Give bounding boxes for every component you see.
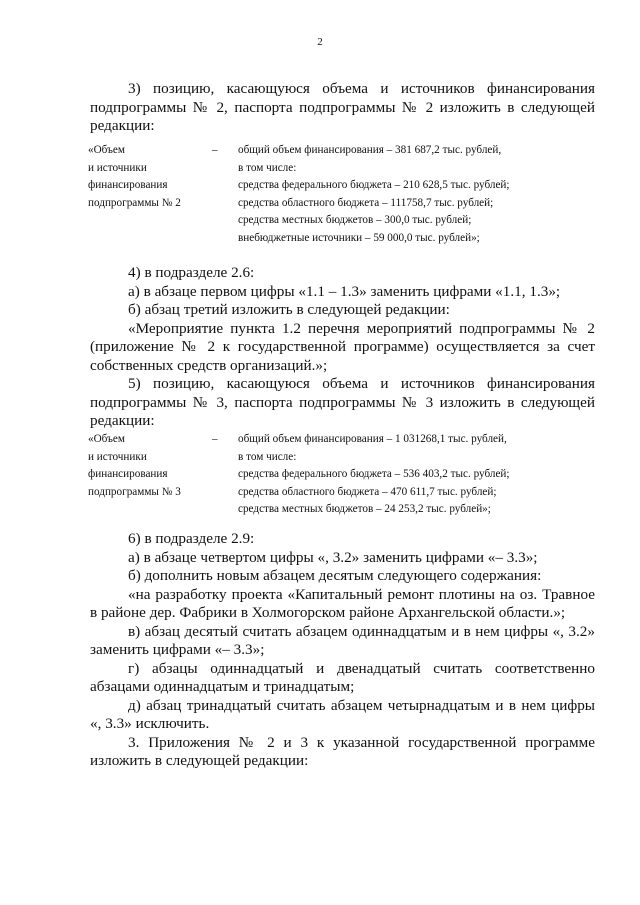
paragraph: 6) в подразделе 2.9: [128,530,255,547]
paragraph: 5) позицию, касающуюся объема и источников финансирования подпрограммы № 3, паспорта подпрограммы № 3 изложить в следующей редакции: [90,375,595,429]
paragraph: г) абзацы одиннадцатый и двенадцатый считать соответственно абзацами одиннадцатым и тринадцатым; [90,659,595,695]
paragraph: в) абзац десятый считать абзацем одиннадцатым и в нем цифры «, 3.2» заменить цифрами «– 3.3»; [90,622,595,658]
paragraph-block-3 [90,530,595,771]
paragraph: 3. Приложения № 2 и 3 к указанной государственной программе изложить в следующей редакции: [90,733,595,769]
passport-label: «Объем и источники финансирования подпрограммы № 2 [88,144,181,209]
paragraph: 4) в подразделе 2.6: [128,264,255,281]
paragraph: «на разработку проекта «Капитальный ремонт плотины на оз. Травное в районе дер. Фабрики в Холмогорском районе Архангельской области.»; [90,585,595,621]
passport-value-line: средства местных бюджетов – 24 253,2 тыс. рублей»; [238,503,491,515]
passport-value-line: средства областного бюджета – 111758,7 тыс. рублей; [238,196,494,209]
paragraph: б) абзац третий изложить в следующей редакции: [128,301,450,318]
paragraph-block-2 [90,264,595,431]
paragraph: а) в абзаце первом цифры «1.1 – 1.3» заменить цифрами «1.1, 1.3»; [128,282,561,300]
paragraph-block-1 [90,80,595,136]
passport-dash: – [212,144,218,156]
passport-value-line: средства федерального бюджета – 210 628,5 тыс. рублей; [238,179,510,191]
passport-value-line: в том числе: [238,450,297,463]
passport-value-line: внебюджетные источники – 59 000,0 тыс. рублей»; [238,231,480,244]
passport-values [238,431,588,519]
paragraph: б) дополнить новым абзацем десятым следующего содержания: [128,567,542,584]
paragraph: «Мероприятие пункта 1.2 перечня мероприятий подпрограммы № 2 (приложение № 2 к государственной программе) осуществляется за счет собственных средств организаций.»; [90,319,595,374]
passport-value-line: средства областного бюджета – 470 611,7 тыс. рублей; [238,485,497,498]
passport-label: «Объем и источники финансирования подпрограммы № 3 [88,433,181,498]
paragraph: д) абзац тринадцатый считать абзацем четырнадцатым и в нем цифры «, 3.3» исключить. [90,696,595,732]
passport-value-line: общий объем финансирования – 1 031268,1 тыс. рублей, [238,433,507,445]
passport-dash: – [212,433,218,445]
page-number: 2 [317,36,323,48]
passport-value-line: средства местных бюджетов – 300,0 тыс. рублей; [238,214,472,226]
paragraph: 3) позицию, касающуюся объема и источников финансирования подпрограммы № 2, паспорта подпрограммы № 2 изложить в следующей редакции: [90,80,595,134]
passport-value-line: в том числе: [238,161,297,174]
passport-value-line: средства федерального бюджета – 536 403,2 тыс. рублей; [238,468,510,480]
passport-value-line: общий объем финансирования – 381 687,2 тыс. рублей, [238,144,502,156]
passport-values [238,142,588,247]
paragraph: а) в абзаце четвертом цифры «, 3.2» заменить цифрами «– 3.3»; [128,548,538,566]
